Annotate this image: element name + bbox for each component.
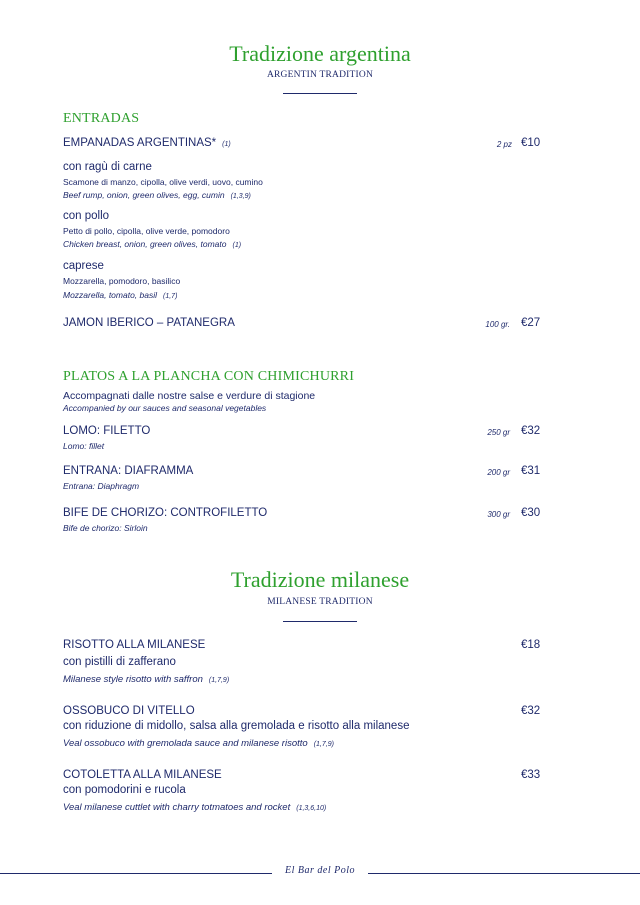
variant-desc-en: Chicken breast, onion, green olives, tomato (1) [63,239,242,249]
allergens: (1,7) [163,293,178,300]
item-price: €10 [521,137,541,149]
item-desc-en: Lomo: fillet [63,441,105,451]
variant-desc-it: Scamone di manzo, cipolla, olive verdi, uovo, cumino [63,177,263,187]
menu-item-risotto: RISOTTO ALLA MILANESE [63,639,206,651]
menu-item-empanadas [63,137,231,149]
allergens: (1,7,9) [313,741,334,748]
section-subtitle-milanese: MILANESE TRADITION [267,597,373,607]
item-desc-en: Veal milanese cuttlet with charry totmatoes and rocket (1,3,6,10) [63,802,327,813]
item-quantity: 200 gr [487,468,510,477]
section-title-argentina: Tradizione argentina [229,41,411,66]
item-quantity: 300 gr [487,510,510,519]
menu-item-bife: BIFE DE CHORIZO: CONTROFILETTO [63,507,268,519]
title-divider [283,621,357,622]
item-name: EMPANADAS ARGENTINAS* [63,137,217,149]
variant-name: con ragù di carne [63,161,152,173]
allergens: (1,7,9) [208,677,230,684]
menu-item-entrana: ENTRANA: DIAFRAMMA [63,465,194,477]
item-subtitle: con riduzione di midollo, salsa alla gremolada e risotto alla milanese [63,720,410,732]
category-heading-entradas: ENTRADAS [63,111,140,126]
item-quantity: 250 gr [487,428,510,437]
variant-name: con pollo [63,210,110,222]
menu-item-lomo: LOMO: FILETTO [63,425,151,437]
item-price: €32 [521,425,541,437]
item-desc-en: Entrana: Diaphragm [63,481,140,491]
section-subtitle-argentina: ARGENTIN TRADITION [266,70,374,80]
item-subtitle: con pistilli di zafferano [63,656,176,668]
menu-item-cotoletta: COTOLETTA ALLA MILANESE [63,769,222,781]
variant-desc-en: Mozzarella, tomato, basil (1,7) [63,290,178,300]
menu-item-jamon: JAMON IBERICO – PATANEGRA [63,317,235,329]
item-desc-en: Milanese style risotto with saffron (1,7,9) [63,674,230,685]
variant-name: caprese [63,260,104,272]
item-price: €30 [521,507,541,519]
allergens: (1) [232,242,242,249]
item-price: €32 [521,705,541,717]
variant-desc-it: Mozzarella, pomodoro, basilico [63,276,181,286]
item-subtitle: con pomodorini e rucola [63,784,186,796]
category-desc-en: Accompanied by our sauces and seasonal vegetables [63,403,267,413]
item-desc-en: Veal ossobuco with gremolada sauce and milanese risotto (1,7,9) [63,738,334,749]
item-desc-en: Bife de chorizo: Sirloin [63,523,148,533]
category-desc-it: Accompagnati dalle nostre salse e verdure di stagione [63,390,316,402]
item-price: €18 [521,639,541,651]
category-heading-plancha: PLATOS A LA PLANCHA CON CHIMICHURRI [63,369,355,384]
section-title-milanese: Tradizione milanese [230,567,410,592]
footer-divider-right [368,873,640,874]
title-divider [283,93,357,94]
footer-divider-left [0,873,272,874]
item-price: €31 [521,465,541,477]
item-quantity: 100 gr. [485,320,510,329]
footer-brand: El Bar del Polo [285,865,355,876]
menu-item-ossobuco: OSSOBUCO DI VITELLO [63,705,195,717]
variant-desc-it: Petto di pollo, cipolla, olive verde, pomodoro [63,226,230,236]
allergens: (1,3,9) [230,193,251,200]
item-price: €33 [521,769,541,781]
allergens: (1) [222,141,231,148]
variant-desc-en: Beef rump, onion, green olives, egg, cumin (1,3,9) [63,190,251,200]
item-price: €27 [521,317,541,329]
item-quantity: 2 pz [496,140,512,149]
allergens: (1,3,6,10) [296,805,327,812]
